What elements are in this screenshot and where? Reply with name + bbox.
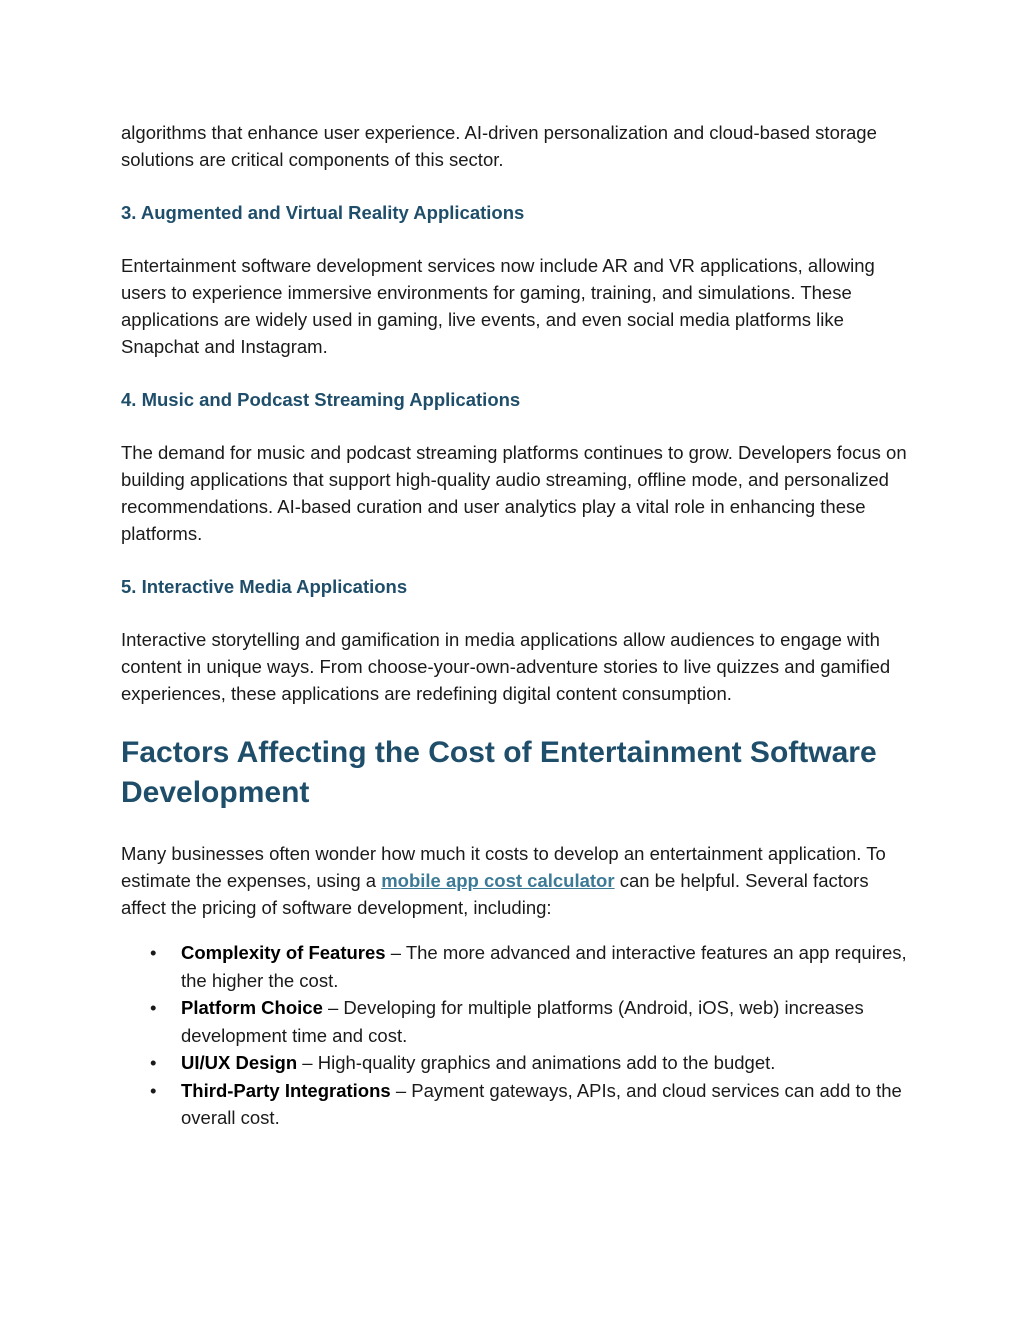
cost-factors-list	[121, 939, 911, 1132]
list-item	[121, 939, 911, 994]
cost-intro-text-after: can be helpful. Several factors affect the pricing of software development, including:	[121, 870, 869, 918]
cost-factors-heading: Factors Affecting the Cost of Entertainment Software Development	[121, 736, 877, 809]
list-item	[121, 1049, 911, 1077]
list-item	[121, 1077, 911, 1132]
mobile-app-cost-calculator-link[interactable]: mobile app cost calculator	[381, 870, 615, 891]
cost-intro-text-before: Many businesses often wonder how much it costs to develop an entertainment application. To estimate the expenses, using a	[121, 843, 886, 891]
section-heading-ar-vr: 3. Augmented and Virtual Reality Applications	[121, 202, 525, 223]
factor-description: – Payment gateways, APIs, and cloud services can add to the overall cost.	[181, 1079, 902, 1128]
section-heading-music-podcast: 4. Music and Podcast Streaming Applications	[121, 389, 521, 410]
section-heading-interactive-media: 5. Interactive Media Applications	[121, 576, 408, 597]
bullet-icon: •	[150, 942, 157, 963]
factor-description: – The more advanced and interactive features an app requires, the higher the cost.	[181, 942, 907, 991]
document-page	[121, 119, 911, 1132]
factor-term: UI/UX Design	[181, 1052, 298, 1073]
bullet-icon: •	[150, 997, 157, 1018]
bullet-icon: •	[150, 1052, 157, 1073]
intro-paragraph: algorithms that enhance user experience. AI-driven personalization and cloud-based storage solutions are critical components of this sector.	[121, 122, 877, 170]
list-item	[121, 994, 911, 1049]
cost-intro-paragraph	[121, 840, 911, 921]
factor-description: – High-quality graphics and animations add to the budget.	[297, 1052, 776, 1073]
section-text-interactive-media: Interactive storytelling and gamification in media applications allow audiences to engage with content in unique ways. From choose-your-own-adventure stories to live quizzes and gamified experiences, these applications are redefining digital content consumption.	[121, 629, 891, 704]
factor-term: Platform Choice	[181, 997, 323, 1018]
factor-term: Complexity of Features	[181, 942, 386, 963]
section-text-ar-vr: Entertainment software development services now include AR and VR applications, allowing users to experience immersive environments for gaming, training, and simulations. These applications are widely used in gaming, live events, and even social media platforms like Snapchat and Instagram.	[121, 255, 875, 357]
factor-term: Third-Party Integrations	[181, 1079, 391, 1101]
factor-description: – Developing for multiple platforms (Android, iOS, web) increases development time and cost.	[181, 997, 864, 1046]
section-text-music-podcast: The demand for music and podcast streaming platforms continues to grow. Developers focus on building applications that support high-quality audio streaming, offline mode, and personalized recommendations. AI-based curation and user analytics play a vital role in enhancing these platforms.	[121, 442, 907, 544]
bullet-icon: •	[150, 1079, 157, 1101]
